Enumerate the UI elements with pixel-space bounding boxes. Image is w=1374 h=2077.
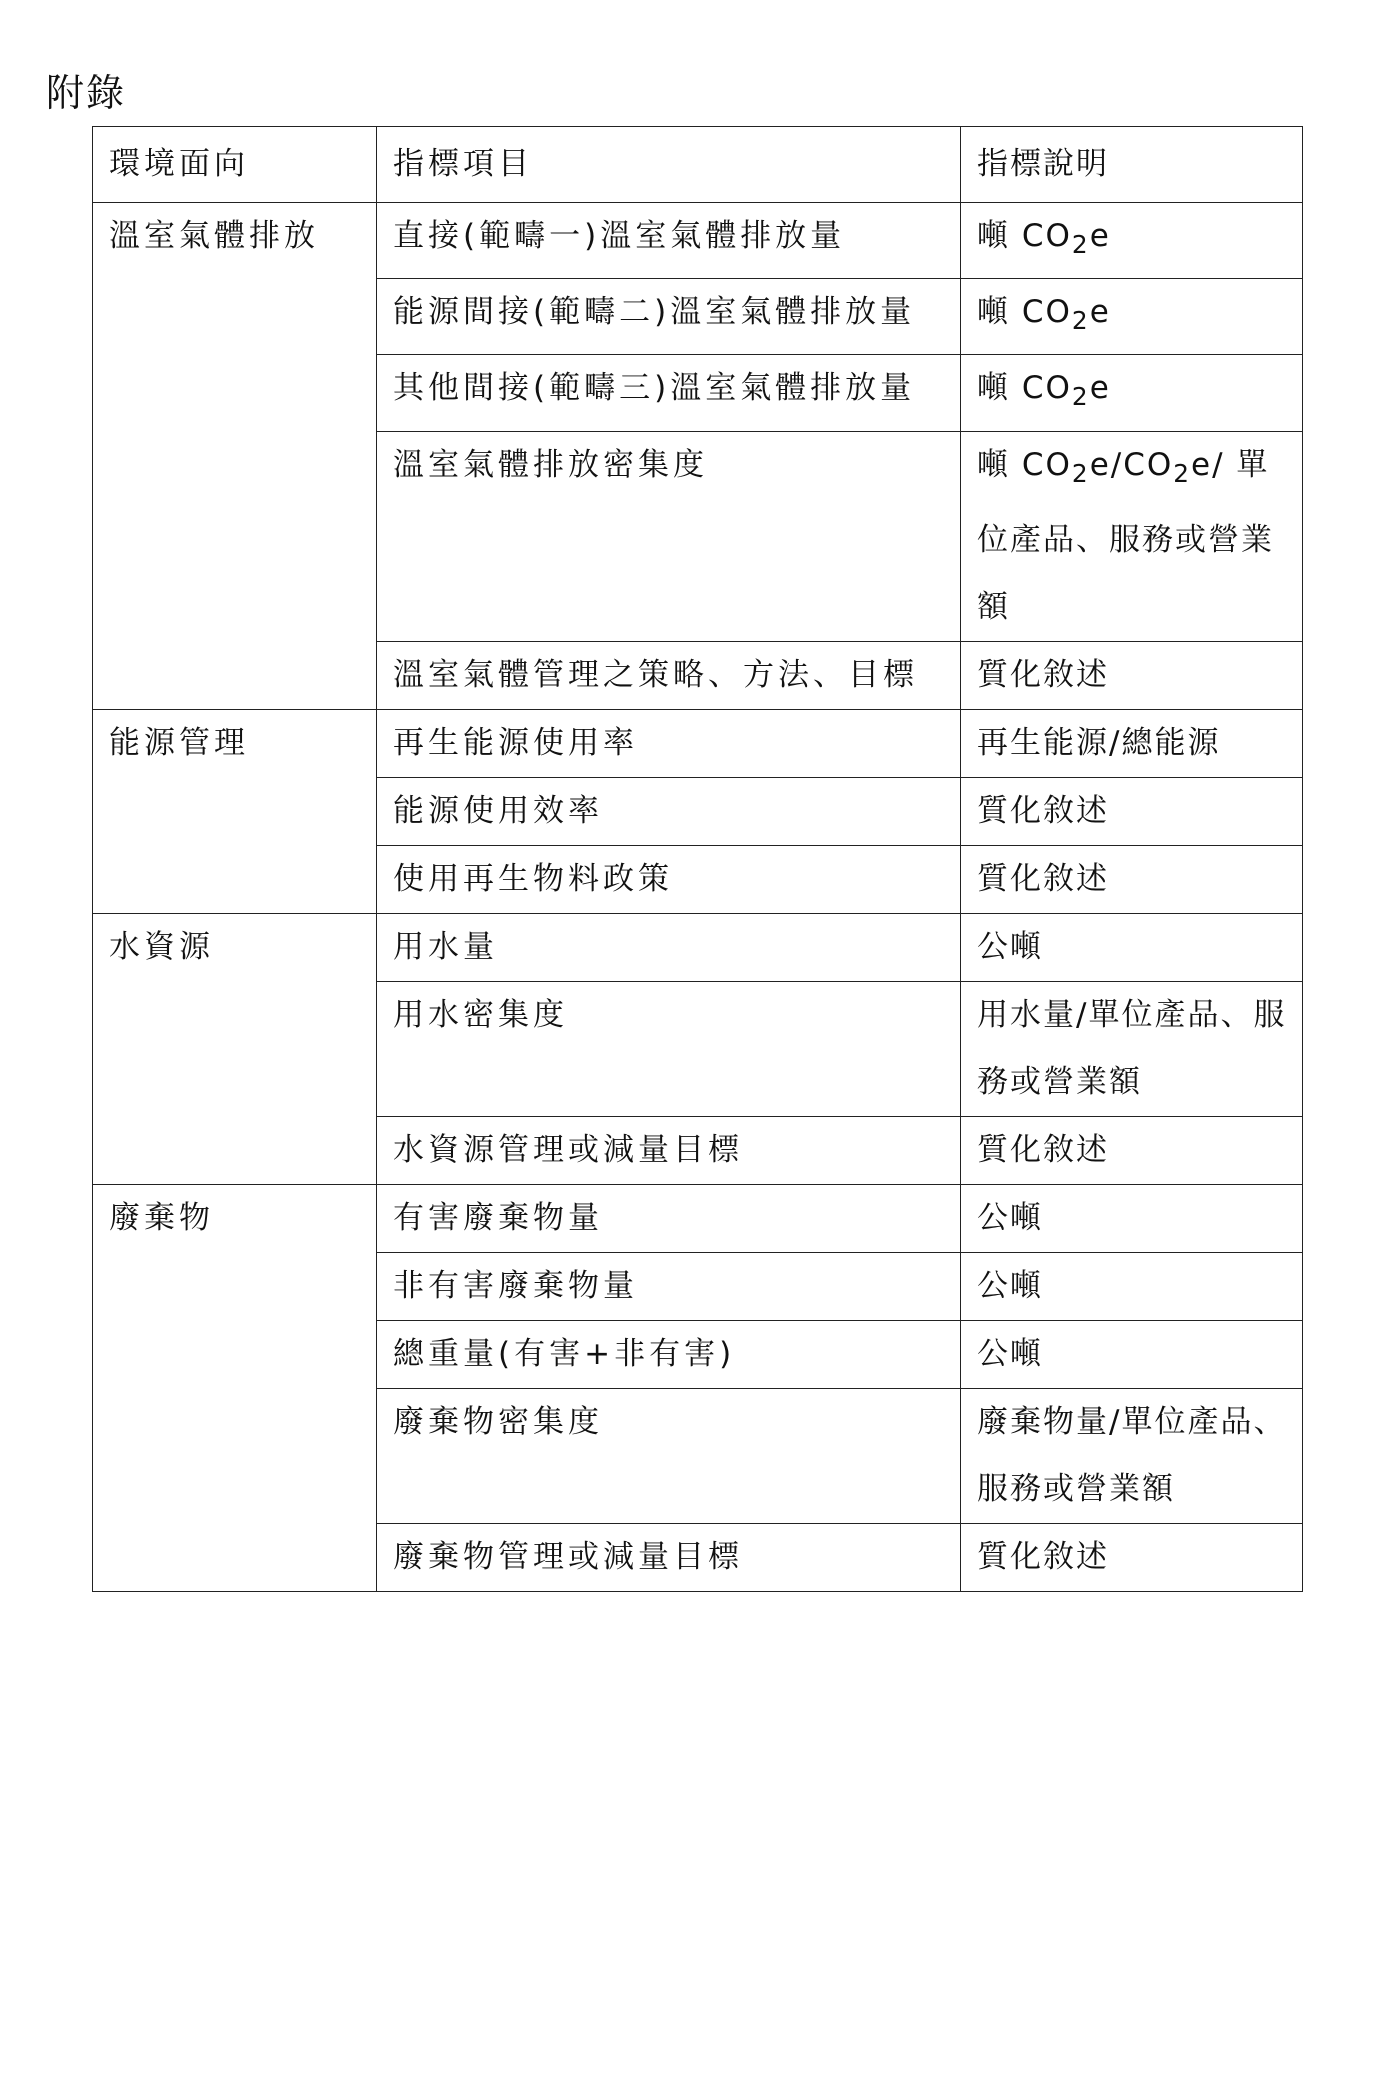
indicator-description-cell: 噸 $CO_2e$: [961, 203, 1303, 279]
indicator-item-cell: 能源間接(範疇二)溫室氣體排放量: [377, 279, 961, 355]
indicator-item-cell: 使用再生物料政策: [377, 845, 961, 913]
table-row: [93, 203, 1303, 279]
indicator-item-cell: 其他間接(範疇三)溫室氣體排放量: [377, 355, 961, 431]
indicator-description-cell: 質化敘述: [961, 641, 1303, 709]
indicator-description-cell: 公噸: [961, 1252, 1303, 1320]
indicator-item-cell: 溫室氣體管理之策略、方法、目標: [377, 641, 961, 709]
indicator-item-cell: 非有害廢棄物量: [377, 1252, 961, 1320]
table-row: [93, 913, 1303, 981]
table-header-row: [93, 127, 1303, 203]
indicator-item-cell: 有害廢棄物量: [377, 1184, 961, 1252]
indicator-description-cell: 質化敘述: [961, 777, 1303, 845]
category-cell: 能源管理: [93, 709, 377, 913]
category-cell: 廢棄物: [93, 1184, 377, 1591]
indicator-description-cell: 廢棄物量/單位產品、服務或營業額: [961, 1388, 1303, 1523]
indicator-description-cell: 再生能源/總能源: [961, 709, 1303, 777]
indicator-table: [92, 126, 1303, 1592]
indicator-description-cell: 質化敘述: [961, 1523, 1303, 1591]
category-cell: 水資源: [93, 913, 377, 1184]
column-header-description: 指標說明: [961, 127, 1303, 203]
table-body: [93, 203, 1303, 1592]
category-cell: 溫室氣體排放: [93, 203, 377, 710]
indicator-item-cell: 水資源管理或減量目標: [377, 1116, 961, 1184]
indicator-item-cell: 用水量: [377, 913, 961, 981]
column-header-category: 環境面向: [93, 127, 377, 203]
indicator-item-cell: 廢棄物管理或減量目標: [377, 1523, 961, 1591]
indicator-item-cell: 廢棄物密集度: [377, 1388, 961, 1523]
indicator-description-cell: 噸 $CO_2e$: [961, 279, 1303, 355]
indicator-item-cell: 溫室氣體排放密集度: [377, 431, 961, 641]
table-row: [93, 709, 1303, 777]
indicator-description-cell: 質化敘述: [961, 845, 1303, 913]
indicator-description-cell: 噸 $CO_2e$: [961, 355, 1303, 431]
indicator-description-cell: 噸 $CO_2e/CO_2e/$ 單位產品、服務或營業額: [961, 431, 1303, 641]
indicator-item-cell: 總重量(有害+非有害): [377, 1320, 961, 1388]
indicator-item-cell: 用水密集度: [377, 981, 961, 1116]
indicator-description-cell: 質化敘述: [961, 1116, 1303, 1184]
indicator-description-cell: 公噸: [961, 913, 1303, 981]
table-row: [93, 1184, 1303, 1252]
column-header-item: 指標項目: [377, 127, 961, 203]
indicator-item-cell: 能源使用效率: [377, 777, 961, 845]
indicator-description-cell: 用水量/單位產品、服務或營業額: [961, 981, 1303, 1116]
indicator-item-cell: 直接(範疇一)溫室氣體排放量: [377, 203, 961, 279]
indicator-item-cell: 再生能源使用率: [377, 709, 961, 777]
indicator-description-cell: 公噸: [961, 1184, 1303, 1252]
page-heading: 附錄: [46, 71, 127, 115]
indicator-description-cell: 公噸: [961, 1320, 1303, 1388]
